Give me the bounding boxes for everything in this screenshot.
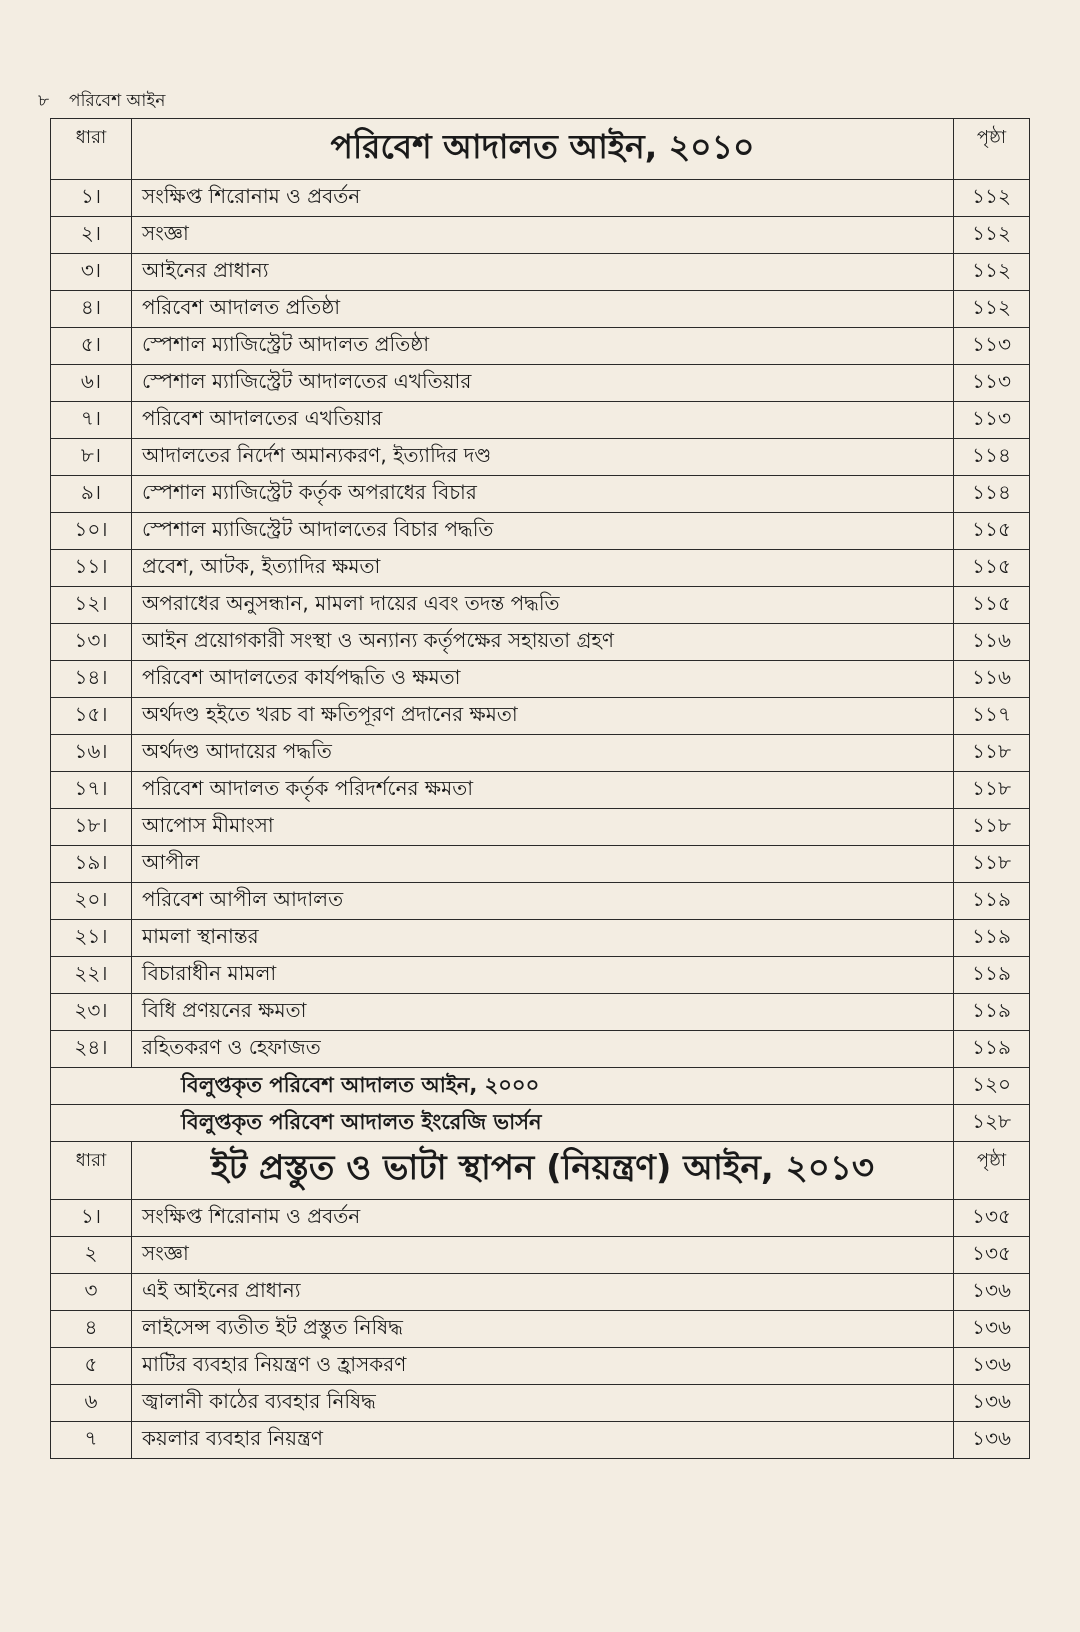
section-number: ১০। [51,513,132,550]
page-number-cell: ১৩৬ [954,1311,1030,1348]
section-number: ৭ [51,1422,132,1459]
section-title: সংক্ষিপ্ত শিরোনাম ও প্রবর্তন [132,1200,954,1237]
page-number-cell: ১১৮ [954,772,1030,809]
section-number: ২০। [51,883,132,920]
section-number: ১৪। [51,661,132,698]
section-number: ২৪। [51,1031,132,1068]
page-number-cell: ১১৮ [954,735,1030,772]
page-number-cell: ১১২ [954,180,1030,217]
toc-row [51,1385,1030,1422]
section-title: মামলা স্থানান্তর [132,920,954,957]
toc-row [51,994,1030,1031]
section-title: স্পেশাল ম্যাজিস্ট্রেট আদালতের বিচার পদ্ধতি [132,513,954,550]
toc-row [51,550,1030,587]
section-title: প্রবেশ, আটক, ইত্যাদির ক্ষমতা [132,550,954,587]
toc-row [51,772,1030,809]
section-title: আপোস মীমাংসা [132,809,954,846]
toc-row [51,1031,1030,1068]
section-number: ৩। [51,254,132,291]
section-number: ২১। [51,920,132,957]
page-number-cell: ১৩৬ [954,1422,1030,1459]
page-number-cell: ১৩৫ [954,1200,1030,1237]
toc-row [51,587,1030,624]
page-number-cell: ১১৯ [954,994,1030,1031]
toc-row [51,1348,1030,1385]
book-title: পরিবেশ আইন [69,91,166,111]
running-header [38,88,165,116]
section2-header-row [51,1142,1030,1200]
section-number: ২২। [51,957,132,994]
section-title: অপরাধের অনুসন্ধান, মামলা দায়ের এবং তদন্ত পদ্ধতি [132,587,954,624]
toc-row [51,957,1030,994]
page-number-cell: ১১৮ [954,846,1030,883]
section-number: ২৩। [51,994,132,1031]
toc-row [51,624,1030,661]
section-number: ১৯। [51,846,132,883]
section-title: আইনের প্রাধান্য [132,254,954,291]
section-number: ১১। [51,550,132,587]
toc-row [51,1200,1030,1237]
page-number-cell: ১১৫ [954,587,1030,624]
toc-row [51,661,1030,698]
section-title: পরিবেশ আদালতের এখতিয়ার [132,402,954,439]
section-number: ১৮। [51,809,132,846]
section-number: ৩ [51,1274,132,1311]
section-number: ৯। [51,476,132,513]
toc-row [51,402,1030,439]
repealed-title: বিলুপ্তকৃত পরিবেশ আদালত ইংরেজি ভার্সন [51,1105,954,1142]
section-title: স্পেশাল ম্যাজিস্ট্রেট কর্তৃক অপরাধের বিচার [132,476,954,513]
section-title: রহিতকরণ ও হেফাজত [132,1031,954,1068]
toc-row [51,254,1030,291]
toc-row [51,291,1030,328]
section1-title: পরিবেশ আদালত আইন, ২০১০ [132,119,954,180]
repealed-title: বিলুপ্তকৃত পরিবেশ আদালত আইন, ২০০০ [51,1068,954,1105]
section-title: এই আইনের প্রাধান্য [132,1274,954,1311]
page-number-cell: ১১৮ [954,809,1030,846]
page-number-cell: ১১৩ [954,365,1030,402]
page-column-header: পৃষ্ঠা [954,119,1030,180]
section-title: স্পেশাল ম্যাজিস্ট্রেট আদালত প্রতিষ্ঠা [132,328,954,365]
section-number: ১। [51,180,132,217]
toc-row [51,1311,1030,1348]
section-title: লাইসেন্স ব্যতীত ইট প্রস্তুত নিষিদ্ধ [132,1311,954,1348]
page-number-cell: ১৩৬ [954,1385,1030,1422]
section-column-header: ধারা [51,1142,132,1200]
toc-row [51,735,1030,772]
toc-row [51,513,1030,550]
toc-row [51,476,1030,513]
page-number-cell: ১১২ [954,217,1030,254]
page-number-cell: ১১৫ [954,550,1030,587]
section-title: বিচারাধীন মামলা [132,957,954,994]
section-title: পরিবেশ আদালত প্রতিষ্ঠা [132,291,954,328]
toc-row [51,920,1030,957]
repealed-row [51,1105,1030,1142]
toc-row [51,180,1030,217]
page-number-cell: ১১৪ [954,439,1030,476]
page-number-cell: ১১৫ [954,513,1030,550]
page-number: ৮ [38,91,50,111]
section-number: ৪। [51,291,132,328]
toc-row [51,698,1030,735]
section-title: পরিবেশ আদালতের কার্যপদ্ধতি ও ক্ষমতা [132,661,954,698]
section-title: আদালতের নির্দেশ অমান্যকরণ, ইত্যাদির দণ্ড [132,439,954,476]
page-number-cell: ১১৩ [954,402,1030,439]
section-number: ৬। [51,365,132,402]
section-title: অর্থদণ্ড আদায়ের পদ্ধতি [132,735,954,772]
toc-row [51,1237,1030,1274]
page-number-cell: ১১৩ [954,328,1030,365]
section-number: ১৩। [51,624,132,661]
page-number-cell: ১১৯ [954,1031,1030,1068]
section-number: ১। [51,1200,132,1237]
section-number: ২ [51,1237,132,1274]
section-title: মাটির ব্যবহার নিয়ন্ত্রণ ও হ্রাসকরণ [132,1348,954,1385]
section-number: ৫ [51,1348,132,1385]
section2-title: ইট প্রস্তুত ও ভাটা স্থাপন (নিয়ন্ত্রণ) আইন, ২০১৩ [132,1142,954,1200]
page-number-cell: ১২০ [954,1068,1030,1105]
page-number-cell: ১১৬ [954,624,1030,661]
section-number: ৪ [51,1311,132,1348]
section-number: ১২। [51,587,132,624]
section-number: ১৬। [51,735,132,772]
toc-row [51,809,1030,846]
section-title: কয়লার ব্যবহার নিয়ন্ত্রণ [132,1422,954,1459]
page-number-cell: ১১৭ [954,698,1030,735]
page-number-cell: ১১৪ [954,476,1030,513]
toc-row [51,1422,1030,1459]
page-number-cell: ১১৯ [954,957,1030,994]
page-number-cell: ১৩৫ [954,1237,1030,1274]
section-title: জ্বালানী কাঠের ব্যবহার নিষিদ্ধ [132,1385,954,1422]
section-title: পরিবেশ আদালত কর্তৃক পরিদর্শনের ক্ষমতা [132,772,954,809]
toc-row [51,365,1030,402]
section-title: অর্থদণ্ড হইতে খরচ বা ক্ষতিপূরণ প্রদানের ক্ষমতা [132,698,954,735]
page-number-cell: ১১৯ [954,920,1030,957]
section-title: স্পেশাল ম্যাজিস্ট্রেট আদালতের এখতিয়ার [132,365,954,402]
section-number: ৫। [51,328,132,365]
toc-row [51,883,1030,920]
page-column-header: পৃষ্ঠা [954,1142,1030,1200]
section-title: আইন প্রয়োগকারী সংস্থা ও অন্যান্য কর্তৃপক্ষের সহায়তা গ্রহণ [132,624,954,661]
toc-row [51,439,1030,476]
page-number-cell: ১২৮ [954,1105,1030,1142]
page-number-cell: ১১২ [954,254,1030,291]
section-number: ১৫। [51,698,132,735]
page-number-cell: ১১৬ [954,661,1030,698]
toc-row [51,217,1030,254]
section-title: সংজ্ঞা [132,1237,954,1274]
repealed-row [51,1068,1030,1105]
section-number: ৮। [51,439,132,476]
section-title: পরিবেশ আপীল আদালত [132,883,954,920]
page-number-cell: ১১২ [954,291,1030,328]
toc-row [51,328,1030,365]
section-number: ১৭। [51,772,132,809]
section-title: সংজ্ঞা [132,217,954,254]
section1-header-row [51,119,1030,180]
section-title: বিধি প্রণয়নের ক্ষমতা [132,994,954,1031]
page-number-cell: ১৩৬ [954,1348,1030,1385]
section-number: ২। [51,217,132,254]
section-column-header: ধারা [51,119,132,180]
section-title: আপীল [132,846,954,883]
section-number: ৬ [51,1385,132,1422]
section-number: ৭। [51,402,132,439]
page-number-cell: ১১৯ [954,883,1030,920]
section-title: সংক্ষিপ্ত শিরোনাম ও প্রবর্তন [132,180,954,217]
page-number-cell: ১৩৬ [954,1274,1030,1311]
toc-row [51,1274,1030,1311]
toc-row [51,846,1030,883]
contents-table [50,118,1030,1459]
